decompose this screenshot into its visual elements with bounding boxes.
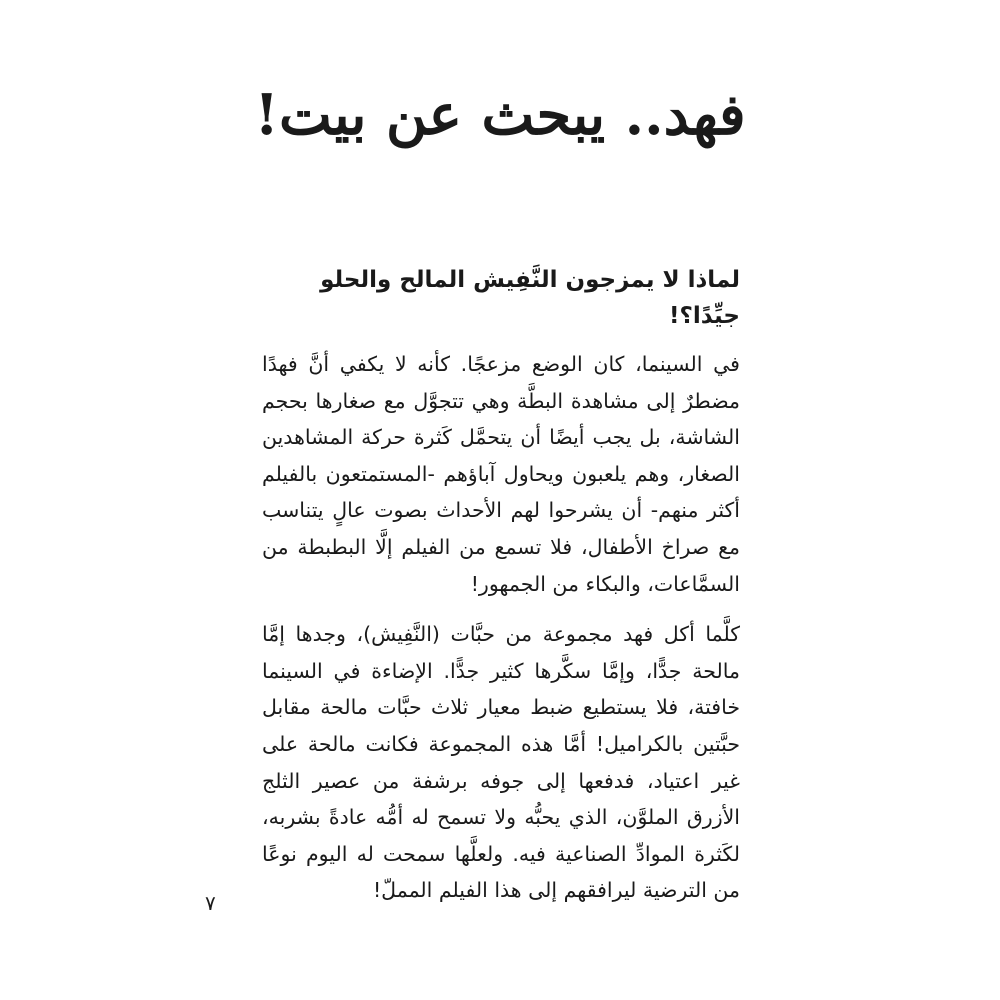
paragraph-1: في السينما، كان الوضع مزعجًا. كأنه لا يكفي أنَّ فهدًا مضطرٌ إلى مشاهدة البطَّة وهي تتجوَّل مع صغارها بحجم الشاشة، بل يجب أيضًا أن يتحمَّل كَثرة حركة المشاهدين الصغار، وهم يلعبون ويحاول آباؤهم -المستمتعون بالفيلم أكثر منهم- أن يشرحوا لهم الأحداث بصوت عالٍ يتناسب مع صراخ الأطفال، فلا تسمع من الفيلم إلَّا البطبطة من السمَّاعات، والبكاء من الجمهور! xyxy=(262,352,740,596)
chapter-heading: لماذا لا يمزجون النَّفِيش المالح والحلو جيِّدًا؟! xyxy=(320,267,740,329)
book-title: فهد.. يبحث عن بيت! xyxy=(254,82,746,148)
page-number: ٧ xyxy=(205,891,216,915)
page-content xyxy=(262,262,740,923)
paragraph-2: كلَّما أكل فهد مجموعة من حبَّات (النَّفِيش)، وجدها إمَّا مالحة جدًّا، وإمَّا سكَّرها كثير جدًّا. الإضاءة في السينما خافتة، فلا يستطيع ضبط معيار ثلاث حبَّات مالحة مقابل حبَّتين بالكراميل! أمَّا هذه المجموعة فكانت مالحة على غير اعتياد، فدفعها إلى جوفه برشفة من عصير الثلج الأزرق الملوَّن، الذي يحبُّه ولا تسمح له أمُّه عادةً بشربه، لكَثرة الموادِّ الصناعية فيه. ولعلَّها سمحت له اليوم نوعًا من الترضية ليرافقهم إلى هذا الفيلم المملّ! xyxy=(262,622,740,903)
